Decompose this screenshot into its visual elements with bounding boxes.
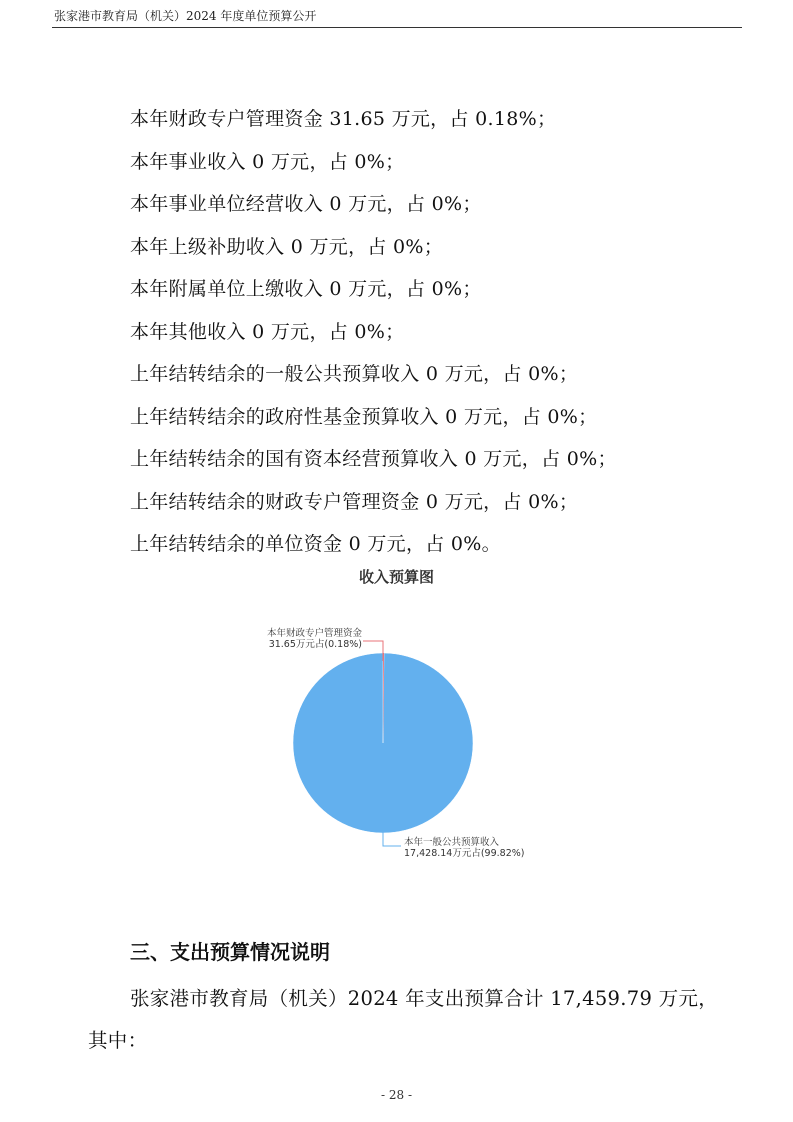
list-item: 上年结转结余的一般公共预算收入 0 万元，占 0%； [130, 363, 579, 385]
section-title: 三、支出预算情况说明 [130, 940, 330, 964]
section-paragraph: 张家港市教育局（机关）2024 年支出预算合计 17,459.79 万元，其中： [88, 987, 719, 1052]
list-item: 上年结转结余的单位资金 0 万元，占 0%。 [130, 533, 501, 555]
list-item: 上年结转结余的财政专户管理资金 0 万元，占 0%； [130, 490, 579, 513]
chart-title: 收入预算图 [358, 568, 434, 586]
pie-label-value-general-budget: 17,428.14万元占(99.82%) [404, 848, 525, 859]
list-item: 本年其他收入 0 万元，占 0%； [130, 320, 405, 343]
list-item: 上年结转结余的国有资本经营预算收入 0 万元，占 0%； [130, 448, 617, 470]
list-item: 本年上级补助收入 0 万元，占 0%； [130, 235, 444, 258]
list-item: 本年事业单位经营收入 0 万元，占 0%； [130, 193, 482, 215]
pie-label-name-general-budget: 本年一般公共预算收入 [404, 837, 500, 848]
pie-label-value-special-account: 31.65万元占(0.18%) [268, 639, 362, 650]
list-item: 本年事业收入 0 万元，占 0%； [130, 150, 405, 173]
pie-label-name-special-account: 本年财政专户管理资金 [266, 628, 362, 639]
page-number: - 28 - [380, 1088, 412, 1102]
running-header: 张家港市教育局（机关）2024 年度单位预算公开 [54, 9, 317, 23]
list-item: 上年结转结余的政府性基金预算收入 0 万元，占 0%； [130, 405, 598, 428]
list-item: 本年附属单位上缴收入 0 万元，占 0%； [130, 278, 482, 300]
list-item: 本年财政专户管理资金 31.65 万元，占 0.18%； [130, 108, 557, 130]
pie-slice-general-budget [293, 653, 473, 833]
